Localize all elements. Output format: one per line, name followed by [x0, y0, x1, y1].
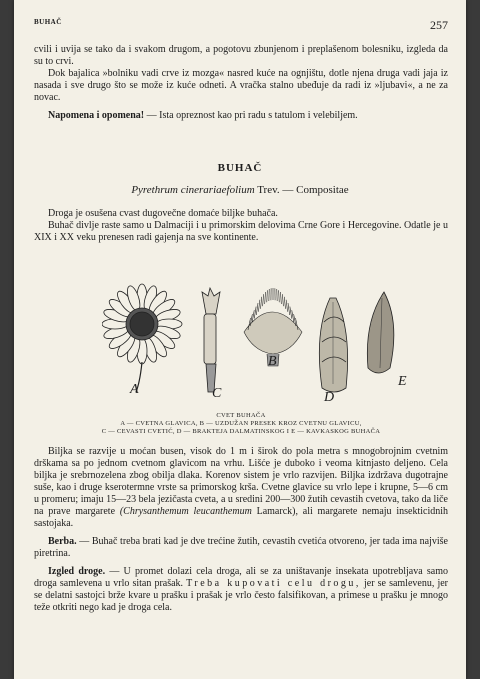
- margaret-latin-name: (Chrysanthemum leucanthemum: [119, 506, 252, 517]
- section-title: BUHAČ: [217, 162, 263, 174]
- description-part-1: Biljka se razvije u moćan busen, visok do 1 m i širok do pola metra s mnogobrojnim cvetnim drškama sa po jednom cvetnom glavicom na vrhu. Lišće je duboko i veoma kitnjasto deljeno. Cela biljka je srebrnozelena zbog obilja dlaka. Korenov sistem je vrlo razvijen. Biljka izdržava dugotrajne suše, kao i druge kserotermne vrste sa primorskog krša. Cvetne glavice su vrlo lepe i krupne, 5—6 cm u promeru; imaju 15—23 bela jezičasta cveta, a u sredini 200—300 žutih cevastih cvetova, tako da liče na prave margarete: [34, 446, 448, 517]
- bract-dalmatian-drawing: [319, 298, 347, 392]
- warning-lead: Napomena i opomena!: [48, 110, 145, 121]
- description-text: [34, 446, 448, 614]
- caption-line-1: A — CVETNA GLAVICA, B — UZDUŽAN PRESEK KROZ CVETNU GLAVICU,: [120, 420, 362, 427]
- tubular-floret-drawing: [202, 288, 220, 392]
- figure-label-d: D: [324, 390, 335, 405]
- flower-head-drawing: [102, 284, 182, 364]
- harvest-lead: Berba.: [48, 536, 77, 547]
- drug-appearance-paragraph: [34, 566, 448, 614]
- running-head: BUHAČ: [34, 18, 62, 26]
- author-abbrev: Trev. —: [254, 184, 297, 196]
- intro-paragraph-3: [34, 110, 448, 122]
- description-part-2: Lamarck), ali margarete nemaju insekticidnih sastojaka.: [34, 506, 449, 529]
- caption-title: CVET BUHAČA: [216, 412, 266, 419]
- appearance-text-1: — U promet dolazi cela droga, ali se za uništavanje insekata upotrebljava samo droga samlevena u vrlo sitan prašak.: [34, 566, 448, 589]
- body-paragraph-1: Droga je osušena cvast dugovečne domaće biljke buhača.: [48, 208, 278, 219]
- figure-label-a: A: [130, 382, 139, 397]
- warning-text: — Ista opreznost kao pri radu s tatulom i velebiljem.: [144, 110, 358, 121]
- flower-illustration: [102, 272, 402, 412]
- body-paragraph-2: Buhač divlje raste samo u Dalmaciji i u primorskim delovima Crne Gore i Hercegovine. Odatle je u XIX i XX veku prenesen radi gajenja na sve kontinente.: [34, 220, 448, 243]
- page-number: 257: [430, 18, 448, 32]
- flower-figure: [102, 272, 407, 412]
- harvest-paragraph: [34, 536, 448, 560]
- caption-line-2: C — CEVASTI CVETIĆ, D — BRAKTEJA DALMATINSKOG I E — KAVKASKOG BUHAČA: [101, 428, 381, 435]
- harvest-text: — Buhač treba brati kad je dve trećine žutih, cevastih cvetića otvoreno, jer tada ima najviše piretrina.: [34, 536, 448, 559]
- appearance-text-2: jer se samlevenu, jer se delatni sastojci brže kvare u prašku i prašak je vrlo često falsifikovan, a primese u prašku je mnogo teže otkriti nego kad je droga cela.: [34, 578, 448, 613]
- figure-label-b: B: [268, 354, 277, 369]
- intro-text: [34, 44, 448, 122]
- figure-caption: [34, 412, 448, 436]
- plant-family: Compositae: [296, 184, 349, 196]
- description-paragraph: [34, 446, 448, 530]
- figure-label-e: E: [398, 374, 407, 389]
- intro-paragraph-2: Dok bajalica »bolniku vadi crve iz mozga« nasred kuće na ognjištu, dotle njena druga vadi jaja iz nasada i sve drugo što se može iz kuće odneti. A vračka stalno ubeđuje da radi iz »ljubavi«, a ne za novac.: [34, 68, 448, 103]
- appearance-lead: Izgled droge.: [48, 566, 106, 577]
- appearance-emphasis: Treba kupovati celu drogu,: [186, 578, 361, 589]
- figure-label-c: C: [212, 386, 222, 401]
- section-subtitle: [14, 184, 466, 196]
- intro-body: [34, 208, 448, 244]
- bract-caucasian-drawing: [367, 292, 394, 373]
- latin-name: Pyrethrum cinerariaefolium: [131, 184, 255, 196]
- book-page: [14, 0, 466, 679]
- intro-paragraph-1: cvili i uvija se tako da i svakom drugom, a pogotovu zbunjenom i preplašenom bolesniku, izgleda da su to crvi.: [34, 44, 448, 67]
